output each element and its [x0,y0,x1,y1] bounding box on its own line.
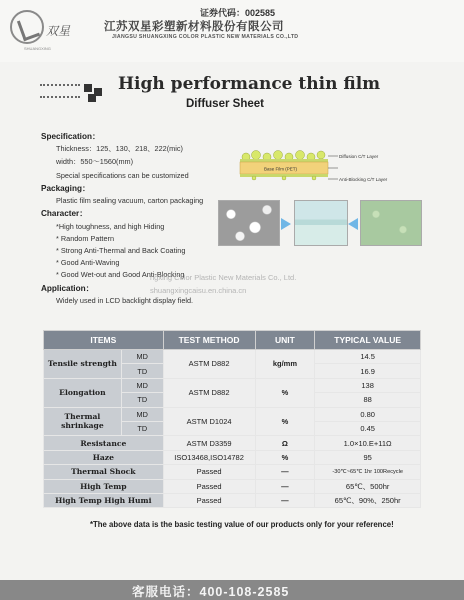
test-method: ASTM D1024 [163,407,255,436]
table-row [44,378,421,392]
value: 95 [315,450,421,464]
value: 0.80 [315,407,421,421]
page-subtitle: Diffuser Sheet [186,98,264,110]
logo-swirl-icon [10,10,44,44]
test-method: ASTM D882 [163,378,255,407]
table-row [44,465,421,479]
arrow-left-icon [348,218,358,230]
watermark-text: ngxing Color Plastic New Materials Co., Ltd. [150,273,297,282]
watermark-url: shuangxingcaisu.en.china.cn [150,286,247,295]
application-heading: Application： [41,284,94,293]
property-name: Resistance [44,436,164,450]
direction: TD [121,364,163,378]
decor-dots [40,96,80,100]
footnote: *The above data is the basic testing value of our products only for your reference! [90,520,394,529]
direction: MD [121,407,163,421]
property-name: Elongation [44,378,122,407]
table-row [44,479,421,493]
property-name: Thermal Shock [44,465,164,479]
value: 1.0×10.E+11Ω [315,436,421,450]
cross-section-photo [294,200,348,246]
value: -30℃~65℃ 1hr 100Recycle [315,465,421,479]
unit: — [255,493,315,507]
diffusion-layer-label: Diffusion C/T Layer [339,154,379,159]
logo-brand: 双星 [46,24,71,38]
stock-code: 证券代码：002585 [200,8,276,18]
property-name: High Temp [44,479,164,493]
value: 65℃、90%、250hr [315,493,421,507]
character-item: * Random Pattern [56,234,115,243]
logo-sub: SHUANGXING [24,46,51,51]
title-mark-icon [84,84,106,102]
value: 88 [315,393,421,407]
company-logo [10,10,82,56]
property-name: Thermal shrinkage [44,407,122,436]
spec-special: Special specifications can be customized [56,171,189,180]
character-item: * Good Anti-Waving [56,258,120,267]
property-name: Tensile strength [44,350,122,379]
direction: MD [121,350,163,364]
header-test-method: TEST METHOD [163,331,255,350]
header-unit: UNIT [255,331,315,350]
value: 16.9 [315,364,421,378]
unit: — [255,479,315,493]
property-name: Haze [44,450,164,464]
base-film-label: Base Film (PET) [264,166,298,172]
unit: kg/mm [255,350,315,379]
page-title: High performance thin film [118,74,381,94]
decor-dots [40,84,80,88]
packaging-text: Plastic film sealing vacuum, carton packaging [56,196,204,205]
anti-blocking-label: Anti-Blocking C/T Layer [339,177,388,182]
test-method: Passed [163,493,255,507]
value: 0.45 [315,421,421,435]
value: 138 [315,378,421,392]
test-method: ASTM D3359 [163,436,255,450]
direction: MD [121,378,163,392]
table-row [44,493,421,507]
unit: Ω [255,436,315,450]
properties-table [43,330,421,508]
spec-width: width：550～1560(mm) [56,157,134,166]
unit: % [255,378,315,407]
value: 65℃、500hr [315,479,421,493]
unit: % [255,407,315,436]
table-row [44,350,421,364]
direction: TD [121,421,163,435]
microscope-photos [210,200,424,248]
arrow-right-icon [281,218,291,230]
test-method: Passed [163,465,255,479]
company-name-en: JIANGSU SHUANGXING COLOR PLASTIC NEW MATERIALS CO.,LTD [112,34,299,40]
company-name-cn: 江苏双星彩塑新材料股份有限公司 [104,19,284,33]
test-method: Passed [163,479,255,493]
diffusion-coat-layer [240,159,328,162]
value: 14.5 [315,350,421,364]
table-header-row [44,331,421,350]
property-name: High Temp High Humi [44,493,164,507]
spec-thickness: Thickness：125、130、218、222(mic) [56,144,183,153]
unit: — [255,465,315,479]
direction: TD [121,393,163,407]
table-row [44,407,421,421]
header-typical-value: TYPICAL VALUE [315,331,421,350]
character-item: *High toughness, and high Hiding [56,222,165,231]
layer-structure-diagram [234,148,404,192]
test-method: ASTM D882 [163,350,255,379]
header-items: ITEMS [44,331,164,350]
test-method: ISO13468,ISO14782 [163,450,255,464]
table-row [44,450,421,464]
character-item: * Good Wet-out and Good Anti-Blocking [56,270,185,279]
surface-photo [218,200,280,246]
spec-heading: Specification： [41,132,101,141]
character-heading: Character： [41,209,88,218]
packaging-heading: Packaging： [41,184,91,193]
back-surface-photo [360,200,422,246]
service-hotline: 客服电话：400-108-2585 [132,585,290,599]
table-row [44,436,421,450]
application-text: Widely used in LCD backlight display field. [56,296,194,305]
character-item: * Strong Anti-Thermal and Back Coating [56,246,186,255]
unit: % [255,450,315,464]
